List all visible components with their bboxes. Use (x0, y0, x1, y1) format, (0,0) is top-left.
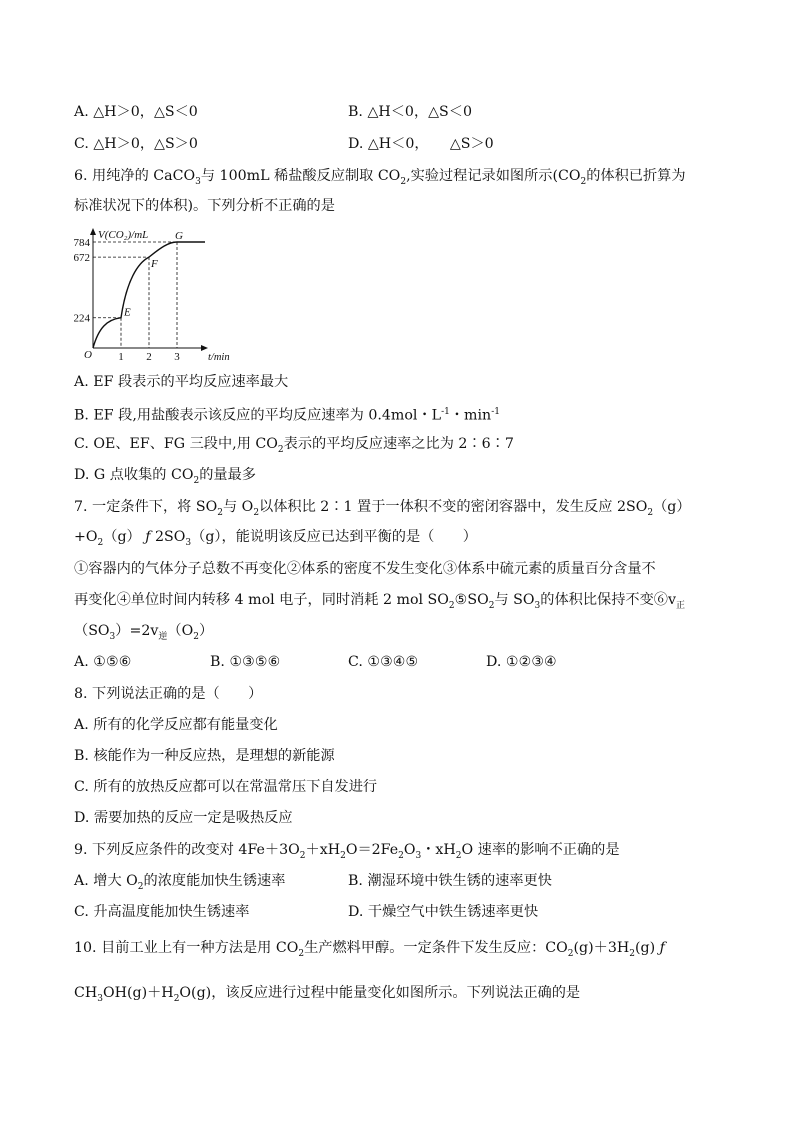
x-axis-label: t/min (208, 352, 230, 363)
q7-option-a: A. ①⑤⑥ (74, 654, 132, 670)
q7-stem-line5: $(SO_3)=2v_逆(O_2)$ (74, 623, 214, 642)
q5-option-c: C. △H＞0，△S＞0 (74, 136, 198, 152)
q5-option-a: A. △H＞0，△S＜0 (74, 104, 198, 120)
x-tick-label-3: 3 (174, 351, 180, 363)
q6-option-b: B. EF 段,用盐酸表示该反应的平均反应速率为 0.4mol・$L^{-1}$・$\min^{-1}$ (74, 407, 500, 424)
q9-option-a: A. 增大 $O_2$的浓度能加快生锈速率 (74, 873, 286, 892)
y-axis-arrow (90, 228, 96, 235)
q9-option-b: B. 潮湿环境中铁生锈的速率更快 (348, 873, 552, 889)
co2-volume-chart (74, 224, 264, 366)
q8-option-b: B. 核能作为一种反应热，是理想的新能源 (74, 748, 335, 764)
q9-stem: 9. 下列反应条件的改变对 $4Fe+3O_2+xH_2O=2Fe_2O_3$・$xH_2O$ 速率的影响不正确的是 (74, 842, 620, 861)
q7-stem-line2: $+O_2(g)$ ƒ $2SO_3(g)$，能说明该反应已达到平衡的是（ ） (74, 529, 477, 548)
q7-option-b: B. ①③⑤⑥ (210, 654, 281, 670)
q8-stem: 8. 下列说法正确的是（ ） (74, 686, 263, 702)
origin-label: O (84, 349, 92, 361)
q6-stem-line1: 6. 用纯净的 CaCO$_3$与 100mL 稀盐酸反应制取 $CO_2$,实验过程记录如图所示($CO_2$的体积已折算为 (74, 168, 686, 187)
q5-option-b: B. △H＜0，△S＜0 (348, 104, 472, 120)
q6-option-a: A. EF 段表示的平均反应速率最大 (74, 374, 289, 390)
point-label-E: E (124, 306, 131, 319)
q7-stem-line3: ①容器内的气体分子总数不再变化②体系的密度不发生变化③体系中硫元素的质量百分含量不 (74, 561, 656, 577)
q6-option-c: C. OE、EF、FG 三段中,用 $CO_2$表示的平均反应速率之比为 2∶6∶7 (74, 436, 514, 455)
q7-stem-line4: 再变化④单位时间内转移 4 mol 电子，同时消耗 2 mol $SO_2⑤SO_2$与 $SO_3$的体积比保持不变$⑥v_正$ (74, 592, 685, 611)
y-tick-label-784: 784 (74, 237, 90, 249)
x-tick-label-1: 1 (118, 351, 124, 363)
q8-option-a: A. 所有的化学反应都有能量变化 (74, 717, 278, 733)
q6-option-d: D. G 点收集的 $CO_2$的量最多 (74, 467, 256, 486)
q10-stem-line2: $CH_3OH(g)+H_2O(g)$，该反应进行过程中能量变化如图所示。下列说法正确的是 (74, 985, 581, 1004)
q7-stem-line1: 7. 一定条件下，将 $SO_2$与 $O_2$以体积比 2∶1 置于一体积不变的密闭容器中，发生反应 $2SO_2(g)$ (74, 499, 691, 518)
q5-option-d: D. △H＜0， △S＞0 (348, 136, 494, 152)
q9-option-c: C. 升高温度能加快生锈速率 (74, 904, 250, 920)
y-tick-label-672: 672 (74, 252, 90, 265)
y-tick-label-224: 224 (74, 312, 90, 325)
x-axis-arrow (201, 345, 208, 351)
q6-stem-line2: 标准状况下的体积)。下列分析不正确的是 (74, 198, 335, 214)
q8-option-d: D. 需要加热的反应一定是吸热反应 (74, 810, 293, 826)
q9-option-d: D. 干燥空气中铁生锈速率更快 (348, 904, 539, 920)
y-axis-label: V(CO₂)/mL (98, 229, 149, 241)
q8-option-c: C. 所有的放热反应都可以在常温常压下自发进行 (74, 779, 378, 795)
point-label-F: F (151, 258, 158, 271)
point-label-G: G (175, 230, 183, 242)
x-tick-label-2: 2 (146, 351, 152, 363)
q7-option-d: D. ①②③④ (486, 654, 557, 670)
q7-option-c: C. ①③④⑤ (348, 654, 419, 670)
q10-stem-line1: 10. 目前工业上有一种方法是用 $CO_2$生产燃料甲醇。一定条件下发生反应：$CO_2(g)+3H_2(g)$ ƒ (74, 940, 665, 959)
